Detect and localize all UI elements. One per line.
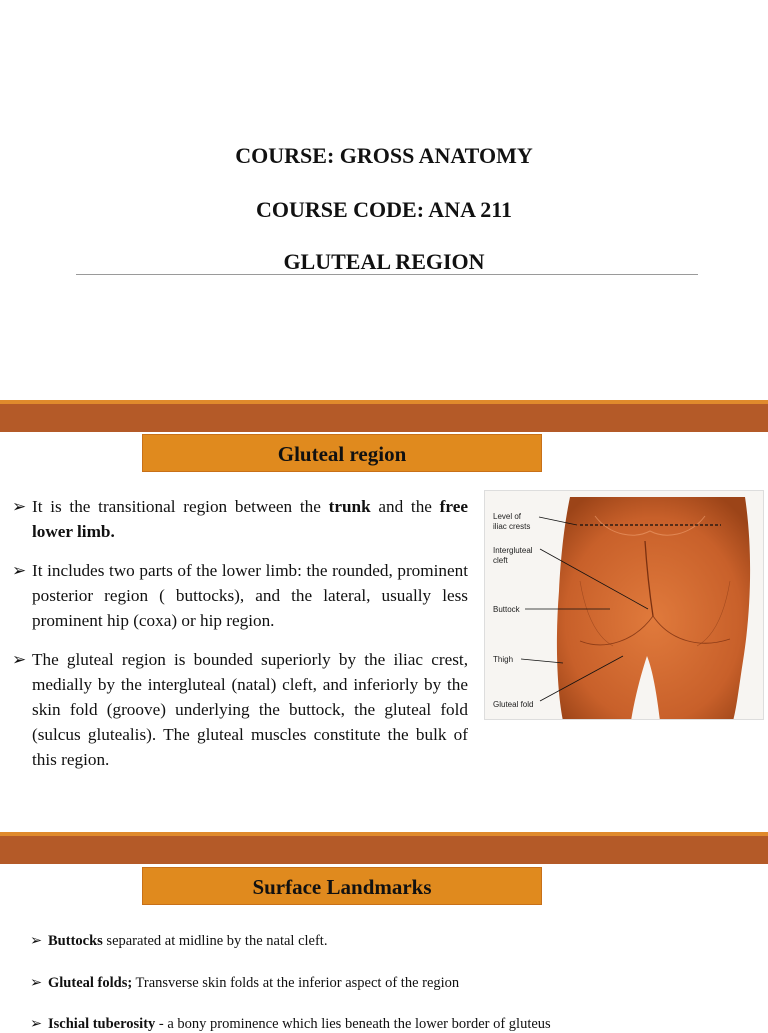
arrow-bullet-icon: ➢ [12,561,27,580]
topic-title: GLUTEAL REGION [283,249,485,274]
surface-landmarks-heading: Surface Landmarks [142,867,542,905]
arrow-bullet-icon: ➢ [12,650,27,669]
title-slide [0,0,768,398]
list-item: ➢ Buttocks separated at midline by the natal cleft. [30,933,328,949]
list-item: ➢ Gluteal folds; Transverse skin folds at the inferior aspect of the region [30,975,460,991]
trunk-term: trunk [328,497,371,516]
gluteal-region-heading: Gluteal region [142,434,542,472]
label-buttock: Buttock [493,605,520,614]
free-lower-limb-term: free lower limb. [32,497,468,541]
label-intergluteal-cleft: Intergluteal cleft [493,546,533,565]
section-band [0,400,768,432]
course-title: COURSE: GROSS ANATOMY [235,143,533,168]
arrow-bullet-icon: ➢ [30,933,43,949]
list-item: ➢ The gluteal region is bounded superiorly by the iliac crest, medially by the intergluteal (natal) cleft, and inferiorly by the skin fold (groove) underlying the buttock, the gluteal fold (sulcus glutealis). The gluteal muscles constitute the bulk of this region. [12,647,468,772]
label-iliac-crests: Level of iliac crests [493,512,531,531]
arrow-bullet-icon: ➢ [30,1016,43,1032]
title-divider [76,274,698,275]
list-item: ➢ It includes two parts of the lower limb: the rounded, prominent posterior region ( buttocks), and the lateral, usually less prominent hip (coxa) or hip region. [12,558,468,633]
course-code: COURSE CODE: ANA 211 [255,197,513,222]
arrow-bullet-icon: ➢ [30,975,43,991]
label-thigh: Thigh [493,655,514,664]
bullet-list [12,494,468,786]
label-gluteal-fold: Gluteal fold [493,700,534,709]
list-item: ➢ It is the transitional region between the trunk and the free lower limb. [12,494,468,544]
list-item: ➢ Ischial tuberosity - a bony prominence which lies beneath the lower border of gluteus [30,1016,551,1032]
buttock-illustration [485,491,764,720]
gluteal-region-figure [484,490,764,720]
section-band [0,832,768,864]
arrow-bullet-icon: ➢ [12,497,27,516]
